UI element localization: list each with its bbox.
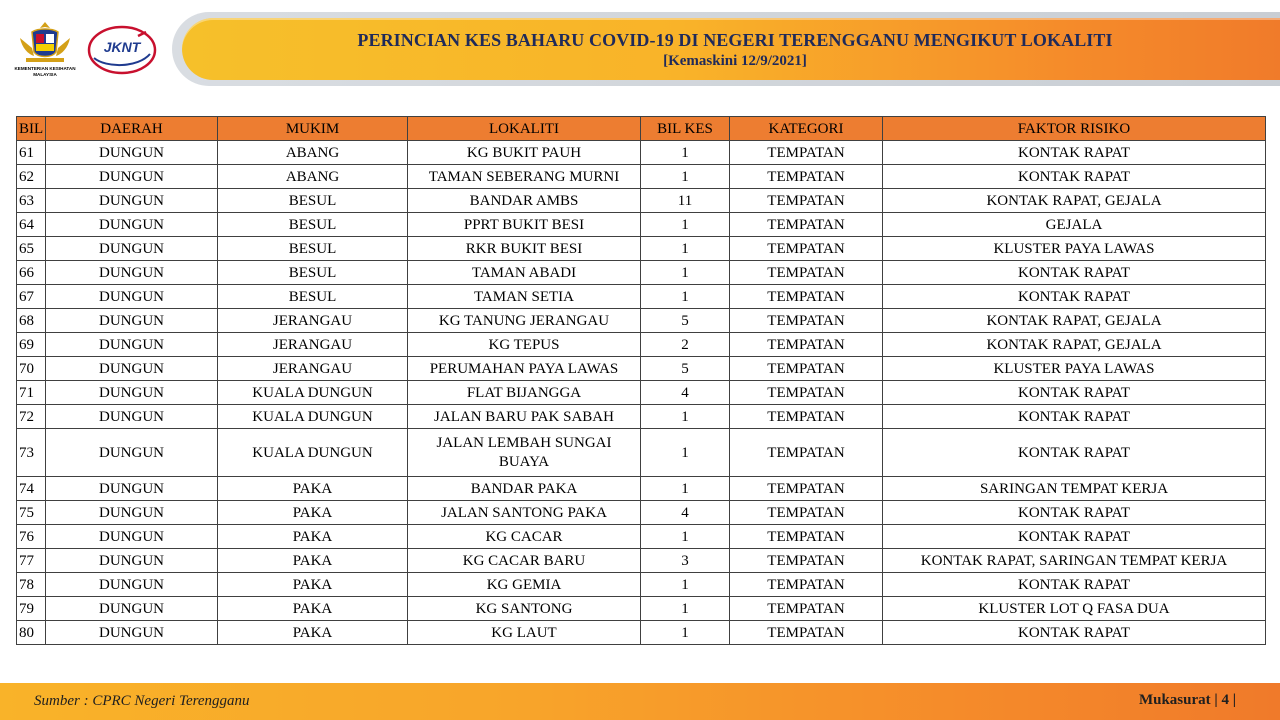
cell-faktor-risiko: KONTAK RAPAT [883, 405, 1266, 429]
cell-bil: 72 [17, 405, 46, 429]
cell-lokaliti: FLAT BIJANGGA [408, 381, 641, 405]
table-row [17, 405, 1266, 429]
cell-kategori: TEMPATAN [730, 309, 883, 333]
cell-mukim: KUALA DUNGUN [218, 429, 408, 477]
cell-bil-kes: 1 [641, 237, 730, 261]
table-row [17, 477, 1266, 501]
cell-faktor-risiko: KONTAK RAPAT [883, 501, 1266, 525]
cell-bil: 74 [17, 477, 46, 501]
cell-bil: 80 [17, 621, 46, 645]
cell-kategori: TEMPATAN [730, 525, 883, 549]
moh-crest-logo [12, 18, 78, 80]
cell-bil-kes: 4 [641, 501, 730, 525]
cell-faktor-risiko: GEJALA [883, 213, 1266, 237]
cell-faktor-risiko: KLUSTER PAYA LAWAS [883, 237, 1266, 261]
cell-bil-kes: 1 [641, 621, 730, 645]
jknt-logo [86, 24, 158, 76]
table-row [17, 597, 1266, 621]
cell-bil-kes: 4 [641, 381, 730, 405]
cell-faktor-risiko: KONTAK RAPAT [883, 573, 1266, 597]
cell-bil-kes: 1 [641, 165, 730, 189]
cell-bil: 61 [17, 141, 46, 165]
table-row [17, 189, 1266, 213]
cell-mukim: JERANGAU [218, 333, 408, 357]
table-row [17, 525, 1266, 549]
cell-bil-kes: 11 [641, 189, 730, 213]
cell-mukim: JERANGAU [218, 357, 408, 381]
table-row [17, 429, 1266, 477]
cell-daerah: DUNGUN [46, 501, 218, 525]
cell-kategori: TEMPATAN [730, 357, 883, 381]
cell-kategori: TEMPATAN [730, 429, 883, 477]
cell-mukim: PAKA [218, 525, 408, 549]
cell-lokaliti: JALAN BARU PAK SABAH [408, 405, 641, 429]
cell-kategori: TEMPATAN [730, 501, 883, 525]
table-header-row [17, 117, 1266, 141]
cell-bil: 73 [17, 429, 46, 477]
column-header-mukim: MUKIM [218, 117, 408, 141]
table-row [17, 333, 1266, 357]
cell-lokaliti: TAMAN ABADI [408, 261, 641, 285]
cell-bil-kes: 1 [641, 405, 730, 429]
cell-kategori: TEMPATAN [730, 285, 883, 309]
cell-faktor-risiko: KONTAK RAPAT, GEJALA [883, 189, 1266, 213]
cell-daerah: DUNGUN [46, 261, 218, 285]
column-header-daerah: DAERAH [46, 117, 218, 141]
cell-faktor-risiko: KONTAK RAPAT, GEJALA [883, 309, 1266, 333]
cell-daerah: DUNGUN [46, 309, 218, 333]
cell-faktor-risiko: KONTAK RAPAT [883, 141, 1266, 165]
cell-bil-kes: 1 [641, 429, 730, 477]
cell-daerah: DUNGUN [46, 189, 218, 213]
column-header-bil-kes: BIL KES [641, 117, 730, 141]
cell-bil: 65 [17, 237, 46, 261]
cell-kategori: TEMPATAN [730, 261, 883, 285]
cell-lokaliti: PERUMAHAN PAYA LAWAS [408, 357, 641, 381]
cell-faktor-risiko: KONTAK RAPAT [883, 261, 1266, 285]
cell-faktor-risiko: KONTAK RAPAT [883, 429, 1266, 477]
cell-daerah: DUNGUN [46, 597, 218, 621]
cell-lokaliti: BANDAR AMBS [408, 189, 641, 213]
cell-lokaliti: JALAN LEMBAH SUNGAI BUAYA [408, 429, 641, 477]
cell-lokaliti: KG GEMIA [408, 573, 641, 597]
cell-lokaliti: KG SANTONG [408, 597, 641, 621]
column-header-bil: BIL [17, 117, 46, 141]
cell-bil-kes: 5 [641, 357, 730, 381]
table-row [17, 261, 1266, 285]
cell-bil: 71 [17, 381, 46, 405]
cell-bil-kes: 1 [641, 141, 730, 165]
cell-mukim: BESUL [218, 237, 408, 261]
cell-kategori: TEMPATAN [730, 621, 883, 645]
cell-bil: 64 [17, 213, 46, 237]
cell-lokaliti: BANDAR PAKA [408, 477, 641, 501]
cell-faktor-risiko: KONTAK RAPAT [883, 285, 1266, 309]
cell-bil-kes: 1 [641, 477, 730, 501]
cell-daerah: DUNGUN [46, 357, 218, 381]
cell-kategori: TEMPATAN [730, 141, 883, 165]
table-row [17, 213, 1266, 237]
cases-table-container [16, 116, 1265, 645]
cell-daerah: DUNGUN [46, 477, 218, 501]
cell-bil-kes: 1 [641, 573, 730, 597]
page-footer [0, 683, 1280, 720]
cell-bil: 69 [17, 333, 46, 357]
table-body [17, 141, 1266, 645]
cell-faktor-risiko: KONTAK RAPAT [883, 165, 1266, 189]
cell-bil-kes: 2 [641, 333, 730, 357]
page-number: Mukasurat | 4 | [1138, 692, 1236, 708]
table-row [17, 237, 1266, 261]
cell-kategori: TEMPATAN [730, 333, 883, 357]
cell-daerah: DUNGUN [46, 237, 218, 261]
cell-kategori: TEMPATAN [730, 405, 883, 429]
cell-daerah: DUNGUN [46, 429, 218, 477]
cell-mukim: PAKA [218, 621, 408, 645]
cell-faktor-risiko: KONTAK RAPAT [883, 525, 1266, 549]
cell-lokaliti: TAMAN SETIA [408, 285, 641, 309]
cell-kategori: TEMPATAN [730, 477, 883, 501]
cell-lokaliti: PPRT BUKIT BESI [408, 213, 641, 237]
cell-kategori: TEMPATAN [730, 213, 883, 237]
cell-bil: 79 [17, 597, 46, 621]
cell-kategori: TEMPATAN [730, 189, 883, 213]
cell-mukim: BESUL [218, 261, 408, 285]
cell-daerah: DUNGUN [46, 285, 218, 309]
cell-mukim: BESUL [218, 213, 408, 237]
cell-lokaliti: KG CACAR BARU [408, 549, 641, 573]
table-row [17, 501, 1266, 525]
cell-faktor-risiko: SARINGAN TEMPAT KERJA [883, 477, 1266, 501]
cell-bil-kes: 1 [641, 597, 730, 621]
cell-mukim: KUALA DUNGUN [218, 405, 408, 429]
cell-bil-kes: 1 [641, 525, 730, 549]
table-row [17, 285, 1266, 309]
cell-lokaliti: KG BUKIT PAUH [408, 141, 641, 165]
cell-mukim: PAKA [218, 477, 408, 501]
cell-mukim: BESUL [218, 285, 408, 309]
table-row [17, 621, 1266, 645]
table-row [17, 573, 1266, 597]
cases-table [16, 116, 1266, 645]
cell-daerah: DUNGUN [46, 573, 218, 597]
cell-mukim: KUALA DUNGUN [218, 381, 408, 405]
table-row [17, 549, 1266, 573]
cell-mukim: PAKA [218, 597, 408, 621]
cell-faktor-risiko: KONTAK RAPAT, SARINGAN TEMPAT KERJA [883, 549, 1266, 573]
cell-mukim: PAKA [218, 573, 408, 597]
svg-text:JKNT: JKNT [103, 39, 141, 55]
cell-mukim: ABANG [218, 165, 408, 189]
page-title: PERINCIAN KES BAHARU COVID-19 DI NEGERI TERENGGANU MENGIKUT LOKALITI [357, 30, 1113, 50]
cell-kategori: TEMPATAN [730, 573, 883, 597]
cell-bil: 63 [17, 189, 46, 213]
cell-mukim: PAKA [218, 549, 408, 573]
cell-lokaliti: KG TANUNG JERANGAU [408, 309, 641, 333]
cell-lokaliti: KG CACAR [408, 525, 641, 549]
cell-daerah: DUNGUN [46, 621, 218, 645]
cell-mukim: BESUL [218, 189, 408, 213]
cell-faktor-risiko: KLUSTER PAYA LAWAS [883, 357, 1266, 381]
cell-mukim: PAKA [218, 501, 408, 525]
cell-lokaliti: JALAN SANTONG PAKA [408, 501, 641, 525]
cell-daerah: DUNGUN [46, 381, 218, 405]
table-row [17, 309, 1266, 333]
cell-kategori: TEMPATAN [730, 165, 883, 189]
cell-bil: 62 [17, 165, 46, 189]
cell-bil-kes: 3 [641, 549, 730, 573]
cell-daerah: DUNGUN [46, 333, 218, 357]
cell-lokaliti: KG TEPUS [408, 333, 641, 357]
table-row [17, 141, 1266, 165]
cell-bil: 77 [17, 549, 46, 573]
table-row [17, 381, 1266, 405]
cell-faktor-risiko: KONTAK RAPAT [883, 381, 1266, 405]
cell-lokaliti: RKR BUKIT BESI [408, 237, 641, 261]
cell-kategori: TEMPATAN [730, 549, 883, 573]
svg-text:KEMENTERIAN KESIHATAN: KEMENTERIAN KESIHATAN [14, 66, 76, 71]
cell-daerah: DUNGUN [46, 141, 218, 165]
cell-bil-kes: 1 [641, 213, 730, 237]
cell-daerah: DUNGUN [46, 405, 218, 429]
cell-faktor-risiko: KONTAK RAPAT [883, 621, 1266, 645]
table-row [17, 165, 1266, 189]
column-header-lokaliti: LOKALITI [408, 117, 641, 141]
cell-bil-kes: 1 [641, 285, 730, 309]
cell-lokaliti: TAMAN SEBERANG MURNI [408, 165, 641, 189]
cell-bil-kes: 5 [641, 309, 730, 333]
cell-faktor-risiko: KLUSTER LOT Q FASA DUA [883, 597, 1266, 621]
cell-mukim: ABANG [218, 141, 408, 165]
cell-faktor-risiko: KONTAK RAPAT, GEJALA [883, 333, 1266, 357]
source-note: Sumber : CPRC Negeri Terengganu [34, 693, 250, 709]
cell-daerah: DUNGUN [46, 549, 218, 573]
cell-daerah: DUNGUN [46, 213, 218, 237]
column-header-kategori: KATEGORI [730, 117, 883, 141]
cell-lokaliti: KG LAUT [408, 621, 641, 645]
page-subtitle: [Kemaskini 12/9/2021] [663, 53, 807, 69]
cell-bil: 68 [17, 309, 46, 333]
cell-mukim: JERANGAU [218, 309, 408, 333]
cell-bil: 67 [17, 285, 46, 309]
page-header [0, 0, 1280, 92]
cell-kategori: TEMPATAN [730, 381, 883, 405]
cell-bil: 76 [17, 525, 46, 549]
svg-text:MALAYSIA: MALAYSIA [33, 72, 57, 77]
cell-bil: 78 [17, 573, 46, 597]
cell-bil-kes: 1 [641, 261, 730, 285]
cell-kategori: TEMPATAN [730, 597, 883, 621]
cell-bil: 66 [17, 261, 46, 285]
cell-bil: 75 [17, 501, 46, 525]
column-header-faktor-risiko: FAKTOR RISIKO [883, 117, 1266, 141]
cell-bil: 70 [17, 357, 46, 381]
cell-daerah: DUNGUN [46, 525, 218, 549]
table-row [17, 357, 1266, 381]
cell-daerah: DUNGUN [46, 165, 218, 189]
cell-kategori: TEMPATAN [730, 237, 883, 261]
